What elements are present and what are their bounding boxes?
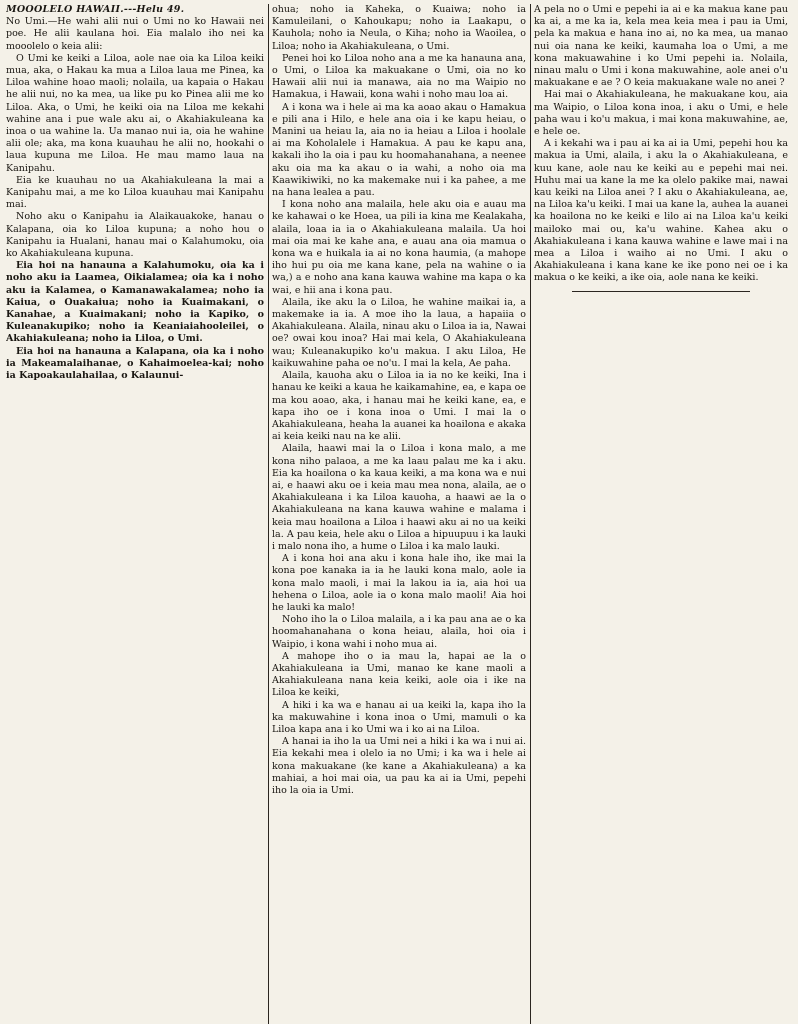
paragraph: Penei hoi ko Liloa noho ana a me ka hanauna ana, o Umi, o Liloa ka makuakane o Umi, oia no ko Hawaii alii nui ia manawa, aia no ma Waipio no Hamakua, i Hawaii, kona wahi i noho mau loa ai. — [272, 52, 526, 101]
paragraph: A i kona hoi ana aku i kona hale iho, ike mai la kona poe kanaka ia ia he lauki kona malo, aole ia kona malo maoli, i mai la lakou ia ia, aia hoi ua hehena o Liloa, aole ia o kona malo maoli! Aia hoi he lauki ka malo! — [272, 553, 526, 613]
paragraph: O Umi ke keiki a Liloa, aole nae oia ka Liloa keiki mua, aka, o Hakau ka mua a Liloa laua me Pinea, ka Liloa wahine hoao maoli; nolaila, ua kapaia o Hakau he alii nui, no ka mea, ua like pu ko Pinea alii me ko Liloa. Aka, o Umi, he keiki oia na Liloa me kekahi wahine ana i pue wale aku ai, o Akahiakuleana ka inoa o ua wahine la. Ua manao nui ia, oia he wahine alii ole; aka, ma kona kuauhau he alii no, hookahi o laua kupuna me Liloa. He mau mamo laua na Kanipahu. — [6, 52, 264, 174]
paragraph: Noho iho la o Liloa malaila, a i ka pau ana ae o ka hoomahanahana o kona heiau, alaila, hoi oia i Waipio, i kona wahi i noho mua ai. — [272, 614, 526, 650]
end-rule-divider — [572, 291, 750, 292]
paragraph: A hiki i ka wa e hanau ai ua keiki la, kapa iho la ka makuwahine i kona inoa o Umi, mamuli o ka Liloa kapa ana i ko Umi wa i ko ai na Liloa. — [272, 699, 526, 735]
paragraph: ohua; noho ia Kaheka, o Kuaiwa; noho ia Kamuleilani, o Kahoukapu; noho ia Laakapu, o Kauhola; noho ia Neula, o Kiha; noho ia Waoilea, o Liloa; noho ia Akahiakuleana, o Umi. — [272, 4, 526, 52]
issue-number: ---Helu 49. — [123, 4, 185, 15]
article-columns — [6, 4, 792, 1024]
paragraph: Alaila, ike aku la o Liloa, he wahine maikai ia, a makemake ia ia. A moe iho la laua, a hapaiia o Akahiakuleana. Alaila, ninau aku o Liloa ia ia, Nawai oe? owai kou inoa? Hai mai kela, O Akahiakuleana wau; Kuleanakupiko ko'u makua. I aku Liloa, He kaikuwahine paha oe no'u. I mai la kela, Ae paha. — [272, 296, 526, 369]
article-title — [6, 4, 264, 16]
paragraph: Alaila, haawi mai la o Liloa i kona malo, a me kona niho palaoa, a me ka laau palau me ka i aku. Eia ka hoailona o ka kaua keiki, a ma kona wa e nui ai, e haawi aku oe i keia mau mea nona, alaila, ae o Akahiakuleana i ka Liloa kauoha, a haawi ae la o Akahiakuleana na kana kauwa wahine e malama i keia mau hoailona a Liloa i haawi aku ai no ua keiki la. A pau keia, hele aku o Liloa a hipuupuu i ka lauki i malo nona iho, a hume o Liloa i ka malo lauki. — [272, 443, 526, 552]
paragraph: A i kona wa i hele ai ma ka aoao akau o Hamakua e pili ana i Hilo, e hele ana oia i ke kapu heiau, o Manini ua heiau la, aia no ia heiau a Liloa i hoolale ai ma Koholalele i Hamakua. A pau ke kapu ana, kakali iho la oia i pau ku hoomahanahana, a neenee aku oia ma ka akau o ia wahi, a noho oia ma Kaawikiwiki, no ka makemake nui i ka pahee, a me na hana lealea a pau. — [272, 101, 526, 199]
paragraph: Eia ke kuauhau no ua Akahiakuleana la mai a Kanipahu mai, a me ko Liloa kuauhau mai Kanipahu mai. — [6, 174, 264, 211]
paragraph: Alaila, kauoha aku o Liloa ia ia no ke keiki, Ina i hanau ke keiki a kaua he kaikamahine, ea, e kapa oe ma kou aoao, aka, i hanau mai he keiki kane, ea, e kapa iho oe i kona inoa o Umi. I mai la o Akahiakuleana, heaha la auanei ka hoailona e akaka ai keia keiki nau na ke alii. — [272, 370, 526, 443]
title-text: MOOOLELO HAWAII. — [6, 4, 124, 15]
paragraph: A mahope iho o ia mau la, hapai ae la o Akahiakuleana ia Umi, manao ke kane maoli a Akahiakuleana nana keia keiki, aole oia i ike na Liloa ke keiki, — [272, 650, 526, 699]
paragraph: I kona noho ana malaila, hele aku oia e auau ma ke kahawai o ke Hoea, ua pili ia kina me Kealakaha, alaila, loaa ia ia o Akahiakuleana malaila. Ua hoi mai oia mai ke kahe ana, e auau ana oia mamua o kona wa e huikala ia ai no kona haumia, (a mahope iho hui pu oia me kana kane, pela na wahine o ia wa,) a e noho ana kana kauwa wahine ma kapa o ka wai, e hii ana i kona pau. — [272, 199, 526, 296]
paragraph: A hanai ia iho la ua Umi nei a hiki i ka wa i nui ai. Eia kekahi mea i olelo ia no Umi; i ka wa i hele ai kona makuakane (ke kane a Akahiakuleana) a ka mahiai, a hoi mai oia, ua pau ka ai ia Umi, pepehi iho la oia ia Umi. — [272, 736, 526, 796]
paragraph: Eia hoi na hanauna a Kalapana, oia ka i noho ia Makeamalaihanae, o Kahaimoelea-kai; noho ia Kapoakaulahailaa, o Kalaunui- — [6, 345, 264, 382]
paragraph: Noho aku o Kanipahu ia Alaikauakoke, hanau o Kalapana, oia ko Liloa kupuna; a noho hou o Kanipahu ia Hualani, hanau mai o Kalahumoku, oia ko Akahiakuleana kupuna. — [6, 211, 264, 260]
paragraph: Hai mai o Akahiakuleana, he makuakane kou, aia ma Waipio, o Liloa kona inoa, i aku o Umi, e hele paha wau i ko'u makua, i mai kona makuwahine, ae, e hele oe. — [534, 89, 788, 138]
column-2 — [268, 4, 526, 1024]
column-3 — [530, 4, 788, 1024]
paragraph: Eia hoi na hanauna a Kalahumoku, oia ka i noho aku ia Laamea, Oikialamea; oia ka i noho aku ia Kalamea, o Kamanawakalamea; noho ia Kaiua, o Ouakaiua; noho ia Kuaimakani, o Kanahae, a Kuaimakani; noho ia Kapiko, o Kuleanakupiko; noho ia Keaniaiahooleilei, o Akahiakuleana; noho ia Liloa, o Umi. — [6, 260, 264, 345]
paragraph: No Umi.—He wahi alii nui o Umi no ko Hawaii nei poe. He alii kaulana hoi. Eia malalo iho nei ka mooolelo o keia alii: — [6, 16, 264, 52]
column-1 — [6, 4, 264, 1024]
paragraph: A i kekahi wa i pau ai ka ai ia Umi, pepehi hou ka makua ia Umi, alaila, i aku la o Akahiakuleana, e kuu kane, aole nau ke keiki au e pepehi mai nei. Huhu mai ua kane la me ka olelo pakike mai, nawai kau keiki na Liloa anei ? I aku o Akahiakuleana, ae, na Liloa ka'u keiki. I mai ua kane la, auhea la auanei ka hoailona no ke keiki e lilo ai na Liloa ka'u keiki mailoko mai ou, ka'u wahine. Kahea aku o Akahiakuleana i kana kauwa wahine e lawe mai i na mea a Liloa i waiho ai no Umi. I aku o Akahiakuleana i kana kane ke ike pono nei oe i ka makua o ke keiki, a ike oia, aole nana ke keiki. — [534, 138, 788, 284]
paragraph: A pela no o Umi e pepehi ia ai e ka makua kane pau ka ai, a me ka ia, kela mea keia mea i pau ia Umi, pela ka makua e hana ino ai, no ka mea, ua manao nui oia nana ke keiki, kaumaha loa o Umi, a me kona makuawahine i ko Umi pepehi ia. Nolaila, ninau malu o Umi i kona makuwahine, aole anei o'u makuakane e ae ? O keia makuakane wale no anei ? — [534, 4, 788, 89]
